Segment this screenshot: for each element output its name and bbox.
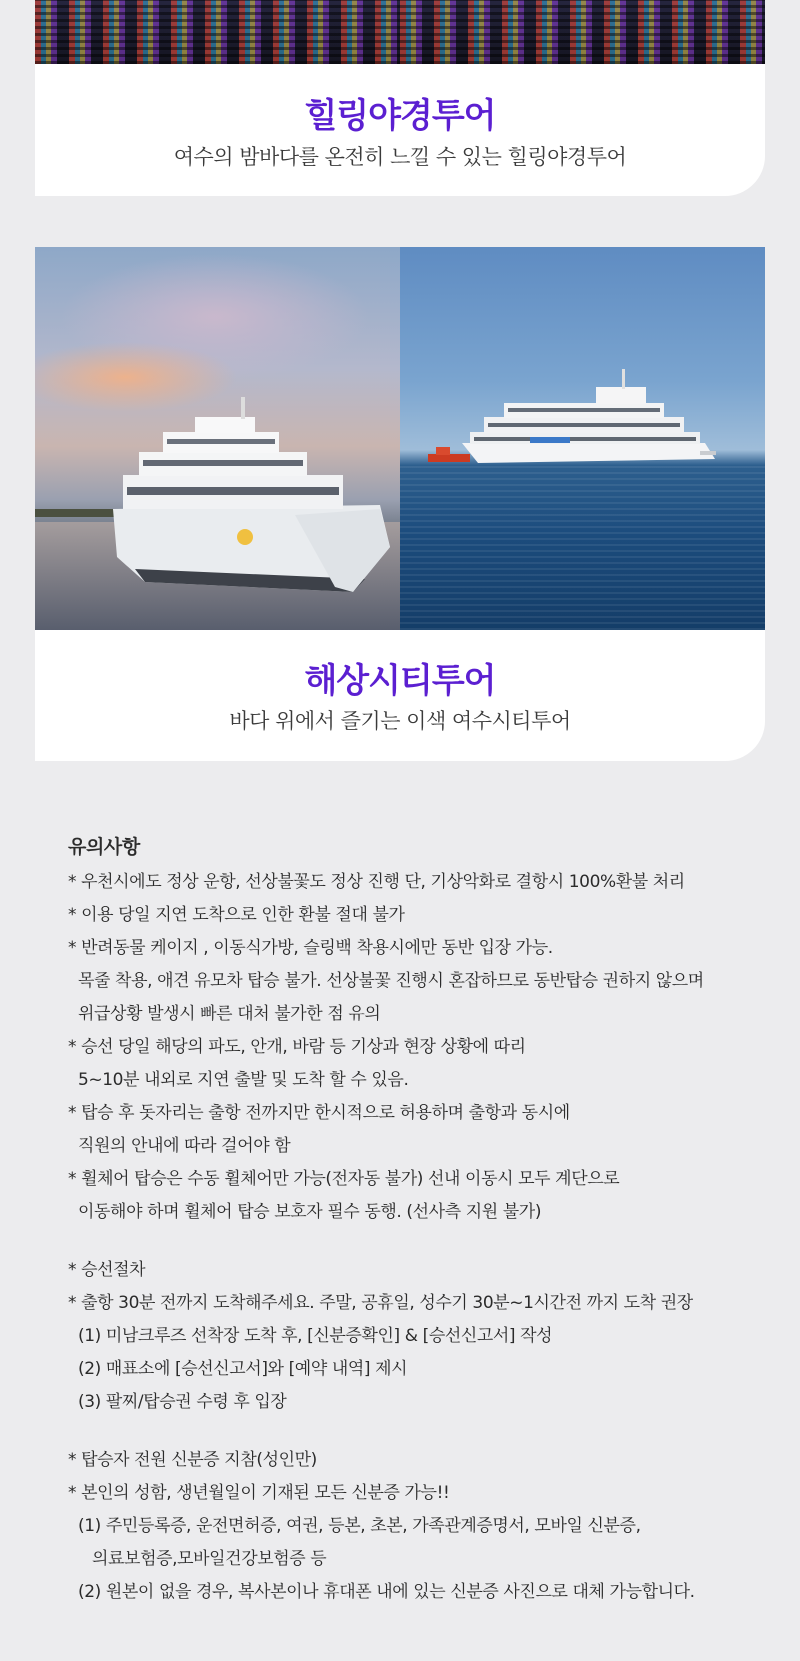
tour-subtitle-night: 여수의 밤바다를 온전히 느낄 수 있는 힐링야경투어	[173, 145, 627, 169]
notice-item: * 승선 당일 해당의 파도, 안개, 바람 등 기상과 현장 상황에 따리	[68, 1037, 526, 1057]
boarding-step: (2) 매표소에 [승선신고서]와 [예약 내역] 제시	[78, 1359, 408, 1379]
boarding-heading: * 승선절차	[68, 1260, 146, 1280]
notice-title: 유의사항	[68, 836, 140, 858]
notice-item: * 반려동물 케이지 , 이동식가방, 슬링백 착용시에만 동반 입장 가능.	[68, 938, 553, 958]
cruise-ship-sea-photo	[400, 247, 765, 630]
cruise-ship-sunset-photo	[35, 247, 400, 630]
notice-item: * 우천시에도 정상 운항, 선상불꽃도 정상 진행 단, 기상악화로 결항시 100%환불 처리	[68, 872, 685, 892]
notice-section	[68, 831, 768, 1609]
notice-item-continued: 5~10분 내외로 지연 출발 및 도착 할 수 있음.	[78, 1070, 409, 1090]
cruise-ship-far-illustration	[400, 247, 765, 630]
tour-title-city: 해상시티투어	[304, 661, 496, 701]
cruise-ship-illustration	[35, 247, 400, 630]
notice-item: * 이용 당일 지연 도착으로 인한 환불 절대 불가	[68, 905, 405, 925]
night-sea-photo-right	[400, 0, 765, 64]
notice-item-continued: 위급상황 발생시 빠른 대처 불가한 점 유의	[78, 1004, 381, 1024]
id-option-continued: 의료보험증,모바일건강보험증 등	[92, 1549, 327, 1569]
notice-list-general	[68, 866, 768, 1229]
notice-item: * 탑승자 전원 신분증 지참(성인만)	[68, 1450, 317, 1470]
boarding-step: (3) 팔찌/탑승권 수령 후 입장	[78, 1392, 287, 1412]
notice-item: * 출항 30분 전까지 도착해주세요. 주말, 공휴일, 성수기 30분~1시간전 까지 도착 권장	[68, 1293, 693, 1313]
notice-list-boarding	[68, 1254, 768, 1419]
tour-title-night: 힐링야경투어	[304, 96, 496, 136]
notice-item-continued: 목줄 착용, 애견 유모차 탑승 불가. 선상불꽃 진행시 혼잡하므로 동반탑승 권하지 않으며	[78, 971, 704, 991]
tour-card-city[interactable]	[35, 247, 765, 761]
notice-item: * 본인의 성함, 생년월일이 기재된 모든 신분증 가능!!	[68, 1483, 450, 1503]
id-option: (1) 주민등록증, 운전면허증, 여권, 등본, 초본, 가족관계증명서, 모바일 신분증,	[78, 1516, 641, 1536]
id-option: (2) 원본이 없을 경우, 복사본이나 휴대폰 내에 있는 신분증 사진으로 대체 가능합니다.	[78, 1582, 695, 1602]
notice-item: * 탑승 후 돗자리는 출항 전까지만 한시적으로 허용하며 출항과 동시에	[68, 1103, 570, 1123]
night-sea-photo-left	[35, 0, 400, 64]
boarding-step: (1) 미남크루즈 선착장 도착 후, [신분증확인] & [승선신고서] 작성	[78, 1326, 553, 1346]
tour-card-night[interactable]	[35, 0, 765, 196]
tour-subtitle-city: 바다 위에서 즐기는 이색 여수시티투어	[229, 709, 571, 733]
notice-item: * 휠체어 탑승은 수동 휠체어만 가능(전자동 불가) 선내 이동시 모두 계단으로	[68, 1169, 620, 1189]
notice-item-continued: 이동해야 하며 휠체어 탑승 보호자 필수 동행. (선사측 지원 불가)	[78, 1202, 542, 1222]
notice-item-continued: 직원의 안내에 따라 걸어야 함	[78, 1136, 291, 1156]
notice-list-id	[68, 1444, 768, 1609]
